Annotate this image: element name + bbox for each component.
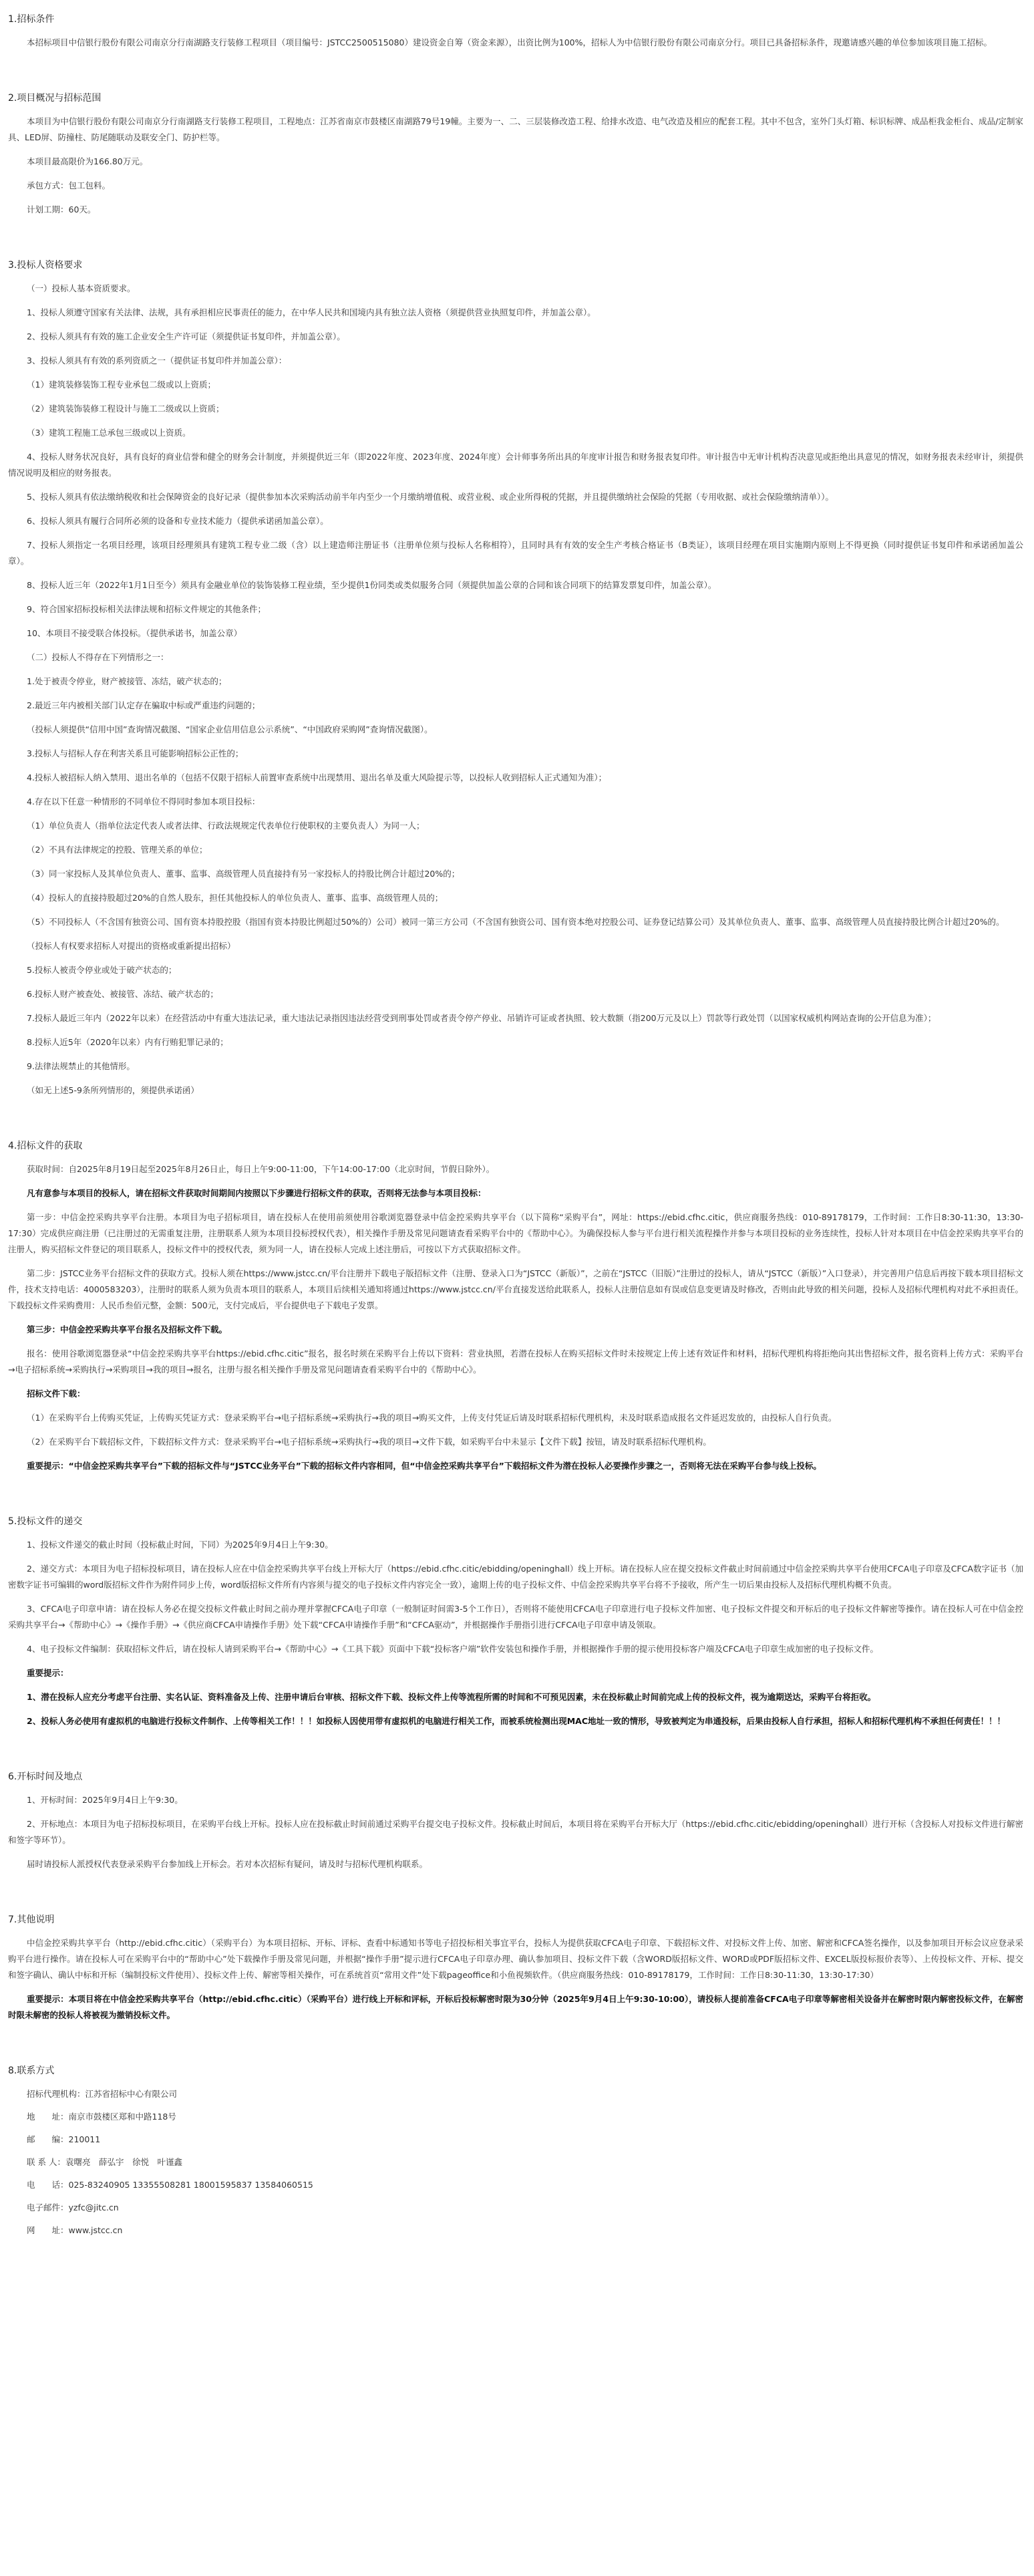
paragraph: 9、符合国家招标投标相关法律法规和招标文件规定的其他条件； <box>27 604 266 614</box>
paragraph: （5）不同投标人（不含国有独资公司、国有资本持股控股（指国有资本持股比例超过50%的）公司）被同一第三方公司（不含国有独资公司、国有资本绝对控股公司、证券登记结算公司）及其单位负责人、董事、监事、高级管理人员直接持股比例合计超过20%的。 <box>27 917 1005 927</box>
paragraph: 届时请投标人派授权代表登录采购平台参加线上开标会。若对本次招标有疑问，请及时与招标代理机构联系。 <box>27 1859 428 1869</box>
paragraph: 重要提示： <box>27 1668 69 1678</box>
paragraph: （1）单位负责人（指单位法定代表人或者法律、行政法规规定代表单位行使职权的主要负责人）为同一人； <box>27 821 425 831</box>
section-s4 <box>8 1139 1023 1474</box>
section-title: 8.联系方式 <box>8 2065 55 2076</box>
paragraph: 1.处于被责令停业，财产被接管、冻结，破产状态的； <box>27 676 227 686</box>
paragraph: 3、CFCA电子印章申请：请在投标人务必在提交投标文件截止时间之前办理并掌握CFCA电子印章（一般制证时间需3-5个工作日），否则将不能使用CFCA电子印章进行电子投标文件加密、电子投标文件提交和开标后的电子投标文件解密等操作。请在投标人可在中信金控采购共享平台→《帮助中心》→《操作手册》→《供应商CFCA申请操作手册》处下载“CFCA申请操作手册”和“CFCA驱动”，并根据操作手册指引进行CFCA电子印章申请及领取。 <box>8 1604 1023 1630</box>
paragraph: 1、潜在投标人应充分考虑平台注册、实名认证、资料准备及上传、注册申请后台审核、招标文件下载、投标文件上传等流程所需的时间和不可预见因素，未在投标截止时间前完成上传的投标文件，视为逾期送达，采购平台将拒收。 <box>27 1692 876 1702</box>
paragraph: 5.投标人被责令停业或处于破产状态的； <box>27 965 177 975</box>
paragraph: 承包方式：包工包料。 <box>27 180 111 190</box>
section-s3 <box>8 258 1023 1099</box>
paragraph: 获取时间：自2025年8月19日起至2025年8月26日止，每日上午9:00-11:00，下午14:00-17:00（北京时间，节假日除外）。 <box>27 1164 495 1174</box>
paragraph: 联 系 人：袁曙亮 薛弘宇 徐悦 叶谨鑫 <box>27 2157 182 2167</box>
paragraph: 招标代理机构：江苏省招标中心有限公司 <box>27 2089 178 2099</box>
section-s6 <box>8 1769 1023 1872</box>
paragraph: （二）投标人不得存在下列情形之一： <box>27 652 169 662</box>
paragraph: 2、投标人须具有有效的施工企业安全生产许可证（须提供证书复印件，并加盖公章）。 <box>27 331 345 341</box>
paragraph: 4、投标人财务状况良好，具有良好的商业信誉和健全的财务会计制度，并须提供近三年（即2022年度、2023年度、2024年度）会计师事务所出具的年度审计报告和财务报表复印件。审计报告中无审计机构否决意见或拒绝出具意见的情况，如财务报表未经审计，须提供情况说明及相应的财务报表。 <box>8 452 1023 478</box>
paragraph: （投标人有权要求招标人对提出的资格或重新提出招标） <box>27 941 236 951</box>
paragraph: 邮 编：210011 <box>27 2134 101 2144</box>
paragraph: 地 址：南京市鼓楼区郑和中路118号 <box>27 2112 176 2122</box>
paragraph: 招标文件下载： <box>27 1389 85 1399</box>
section-title: 6.开标时间及地点 <box>8 1771 83 1782</box>
paragraph: 4.投标人被招标人纳入禁用、退出名单的（包括不仅限于招标人前置审查系统中出现禁用、退出名单及重大风险提示等，以投标人收到招标人正式通知为准）； <box>27 772 607 782</box>
paragraph: 计划工期：60天。 <box>27 204 96 214</box>
paragraph: 6.投标人财产被查处、被接管、冻结、破产状态的； <box>27 989 218 999</box>
paragraph: 2.最近三年内被相关部门认定存在骗取中标或严重违约问题的； <box>27 700 261 710</box>
section-s5 <box>8 1514 1023 1729</box>
paragraph: （2）不具有法律规定的控股、管理关系的单位； <box>27 845 208 855</box>
section-title: 2.项目概况与招标范围 <box>8 93 102 104</box>
paragraph: 5、投标人须具有依法缴纳税收和社会保障资金的良好记录（提供参加本次采购活动前半年内至少一个月缴纳增值税、或营业税、或企业所得税的凭据，并且提供缴纳社会保险的凭据（专用收据、或社会保险缴纳清单））。 <box>27 492 834 502</box>
paragraph: 6、投标人须具有履行合同所必须的设备和专业技术能力（提供承诺函加盖公章）。 <box>27 516 329 526</box>
paragraph: 本项目最高限价为166.80万元。 <box>27 156 148 166</box>
paragraph: 7、投标人须指定一名项目经理，该项目经理须具有建筑工程专业二级（含）以上建造师注册证书（注册单位须与投标人名称相符），且同时具有有效的安全生产考核合格证书（B类证），该项目经理在项目实施期内原则上不得更换（同时提供证书复印件和承诺函加盖公章）。 <box>8 540 1023 566</box>
section-s1 <box>8 12 1023 51</box>
paragraph: 2、投标人务必使用有虚拟机的电脑进行投标文件制作、上传等相关工作！！！如投标人因使用带有虚拟机的电脑进行相关工作，而被系统检测出现MAC地址一致的情形，导致被判定为串通投标，后果由投标人自行承担，招标人和招标代理机构不承担任何责任！！！ <box>27 1716 1005 1726</box>
section-title: 1.招标条件 <box>8 14 55 25</box>
section-title: 4.招标文件的获取 <box>8 1141 83 1151</box>
paragraph: 第一步：中信金控采购共享平台注册。本项目为电子招标项目，请在投标人在使用前须使用谷歌浏览器登录中信金控采购共享平台（以下简称“采购平台”，网址：https://ebid.cfhc.citic，供应商服务热线：010-89178179，工作时间：工作日8:30-11:30，13:30-17:30）完成供应商注册（已注册过的无需重复注册，注册联系人须为本项目投标授权代表），相关操作手册及常见问题请查看采购平台中的《帮助中心》。为确保投标人参与平台进行相关流程操作并参与本项目投标的业务连续性，投标人针对本项目在中信金控采购共享平台的注册人，购买招标文件登记的项目联系人，投标文件中的授权代表，须为同一人，请在投标人完成上述注册后，可按以下方式获取招标文件。 <box>8 1212 1023 1254</box>
paragraph: 第二步：JSTCC业务平台招标文件的获取方式。投标人须在https://www.jstcc.cn/平台注册并下载电子版招标文件（注册、登录入口为“JSTCC（新版）”，之前在“JSTCC（旧版）”注册过的投标人，请从“JSTCC（新版）”入口登录），并完善用户信息后再按下载本项目招标文件，技术支持电话：4000583203），注册时的联系人须为负责本项目的联系人，本项目后续相关通知将通过https://www.jstcc.cn/平台直接发送给此联系人，投标人注册信息如有误或信息变更请及时修改，否则由此导致的相关问题，投标人及招标代理机构对此不承担责任。下载投标文件采购费用：人民币叁佰元整，金额：500元，支付完成后，平台提供电子下载电子发票。 <box>8 1268 1023 1310</box>
paragraph: 8.投标人近5年（2020年以来）内有行贿犯罪记录的； <box>27 1037 228 1047</box>
paragraph: 1、投标文件递交的截止时间（投标截止时间，下同）为2025年9月4日上午9:30。 <box>27 1540 333 1550</box>
section-s8 <box>8 2063 1023 2239</box>
paragraph: 1、开标时间：2025年9月4日上午9:30。 <box>27 1795 183 1805</box>
paragraph: （3）同一家投标人及其单位负责人、董事、监事、高级管理人员直接持有另一家投标人的持股比例合计超过20%的； <box>27 869 460 879</box>
paragraph: 1、投标人须遵守国家有关法律、法规，具有承担相应民事责任的能力，在中华人民共和国境内具有独立法人资格（须提供营业执照复印件，并加盖公章）。 <box>27 307 596 317</box>
paragraph: 电 话：025-83240905 13355508281 18001595837 13584060515 <box>27 2180 313 2190</box>
section-s7 <box>8 1912 1023 2023</box>
section-title: 7.其他说明 <box>8 1914 55 1925</box>
paragraph: （一）投标人基本资质要求。 <box>27 283 136 293</box>
paragraph: 4.存在以下任意一种情形的不同单位不得同时参加本项目投标： <box>27 797 261 807</box>
paragraph: 本招标项目中信银行股份有限公司南京分行南湖路支行装修工程项目（项目编号：JSTCC2500515080）建设资金自筹（资金来源），出资比例为100%，招标人为中信银行股份有限公司南京分行。项目已具备招标条件，现邀请感兴趣的单位参加该项目施工招标。 <box>27 37 992 47</box>
paragraph: （投标人须提供“信用中国”查询情况截图、“国家企业信用信息公示系统”、“中国政府采购网”查询情况截图）。 <box>27 724 433 734</box>
paragraph: 电子邮件：yzfc@jitc.cn <box>27 2202 119 2212</box>
paragraph: 4、电子投标文件编制：获取招标文件后，请在投标人请到采购平台→《帮助中心》→《工具下载》页面中下载“投标客户端”软件安装包和操作手册，并根据操作手册的提示使用投标客户端及CFCA电子印章生成加密的电子投标文件。 <box>27 1644 879 1654</box>
paragraph: （3）建筑工程施工总承包三级或以上资质。 <box>27 428 191 438</box>
paragraph: 10、本项目不接受联合体投标。（提供承诺书，加盖公章） <box>27 628 242 638</box>
paragraph: 网 址：www.jstcc.cn <box>27 2225 123 2235</box>
paragraph: 7.投标人最近三年内（2022年以来）在经营活动中有重大违法记录，重大违法记录指因违法经营受到刑事处罚或者责令停产停业、吊销许可证或者执照、较大数额（指200万元及以上）罚款等行政处罚（以国家权威机构网站查询的公开信息为准）； <box>27 1013 936 1023</box>
paragraph: （4）投标人的直接持股超过20%的自然人股东，担任其他投标人的单位负责人、董事、监事、高级管理人员的； <box>27 893 444 903</box>
paragraph: （1）在采购平台上传购买凭证，上传购买凭证方式：登录采购平台→电子招标系统→采购执行→我的项目→购买文件，上传支付凭证后请及时联系招标代理机构，未及时联系造成报名文件延迟发放的，由投标人自行负责。 <box>27 1413 837 1423</box>
paragraph: 重要提示：本项目将在中信金控采购共享平台（http://ebid.cfhc.citic）（采购平台）进行线上开标和评标，开标后投标解密时限为30分钟（2025年9月4日上午9:30-10:00），请投标人提前准备CFCA电子印章等解密相关设备并在解密时限内解密投标文件，在解密时限未解密的投标人将被视为撤销投标文件。 <box>8 1994 1023 2020</box>
paragraph: 中信金控采购共享平台（http://ebid.cfhc.citic）（采购平台）为本项目招标、开标、评标、查看中标通知书等电子招投标相关事宜平台，投标人为提供获取CFCA电子印章、下载招标文件、对投标文件上传、加密、解密和CFCA签名操作，以及参加项目开标会议应登录采购平台进行操作。请在投标人可在采购平台中的“帮助中心”处下载操作手册及常见问题，并根据“操作手册”提示进行CFCA电子印章办理、确认参加项目、投标文件下载（含WORD版招标文件、WORD或PDF版招标文件、EXCEL版投标报价表等）、上传投标文件、开标、提交和签字确认、确认中标和开标（编制投标文件使用）、投标文件上传、解密等相关操作，可在系统首页“常用文件”处下载pageoffice和小鱼视频软件。（供应商服务热线：010-89178179，工作时间：工作日8:30-11:30，13:30-17:30） <box>8 1938 1023 1980</box>
document <box>8 12 1023 2277</box>
section-title: 5.投标文件的递交 <box>8 1516 83 1527</box>
paragraph: （2）在采购平台下载招标文件，下载招标文件方式：登录采购平台→电子招标系统→采购执行→我的项目→文件下载，如采购平台中未显示【文件下载】按钮，请及时联系招标代理机构。 <box>27 1437 711 1447</box>
paragraph: （1）建筑装修装饰工程专业承包二级或以上资质； <box>27 380 216 390</box>
paragraph: 重要提示：“中信金控采购共享平台”下载的招标文件与“JSTCC业务平台”下载的招标文件内容相同，但“中信金控采购共享平台”下载招标文件为潜在投标人必要操作步骤之一，否则将无法在采购平台参与线上投标。 <box>27 1461 822 1471</box>
paragraph: 9.法律法规禁止的其他情形。 <box>27 1061 135 1071</box>
section-title: 3.投标人资格要求 <box>8 260 83 271</box>
paragraph: 凡有意参与本项目的投标人，请在招标文件获取时间期间内按照以下步骤进行招标文件的获取，否则将无法参与本项目投标： <box>27 1188 486 1198</box>
paragraph: 3.投标人与招标人存在利害关系且可能影响招标公正性的； <box>27 748 244 758</box>
paragraph: 报名：使用谷歌浏览器登录“中信金控采购共享平台https://ebid.cfhc.citic”报名，报名时须在采购平台上传以下资料：营业执照，若潜在投标人在购买招标文件时未按规定上传上述有效证件和材料，招标代理机构将拒绝向其出售招标文件，报名资料上传方式：采购平台→电子招标系统→采购执行→采购项目→我的项目→报名，注册与报名相关操作手册及常见问题请查看采购平台中的《帮助中心》。 <box>8 1348 1023 1375</box>
paragraph: 2、开标地点：本项目为电子招标投标项目，在采购平台线上开标。投标人应在投标截止时间前通过采购平台提交电子投标文件。投标截止时间后，本项目将在采购平台开标大厅（https://ebid.cfhc.citic/ebidding/openinghall）进行开标（含投标人对投标文件进行解密和签字等环节）。 <box>8 1819 1023 1845</box>
paragraph: 8、投标人近三年（2022年1月1日至今）须具有金融业单位的装饰装修工程业绩，至少提供1份同类或类似服务合同（须提供加盖公章的合同和该合同项下的结算发票复印件，加盖公章）。 <box>27 580 717 590</box>
paragraph: （如无上述5-9条所列情形的，须提供承诺函） <box>27 1085 199 1095</box>
paragraph: 3、投标人须具有有效的系列资质之一（提供证书复印件并加盖公章）： <box>27 355 287 366</box>
paragraph: 第三步：中信金控采购共享平台报名及招标文件下载。 <box>27 1324 228 1334</box>
paragraph: （2）建筑装饰装修工程设计与施工二级或以上资质； <box>27 404 224 414</box>
section-s2 <box>8 91 1023 218</box>
paragraph: 2、递交方式：本项目为电子招标投标项目，请在投标人应在中信金控采购共享平台线上开标大厅（https://ebid.cfhc.citic/ebidding/openinghall）线上开标。请在投标人应在提交投标文件截止时间前通过中信金控采购共享平台使用CFCA电子印章及CFCA数字证书（加密数字证书可编辑的word版招标文件作为附件同步上传，word版招标文件所有内容须与提交的电子投标文件内容完全一致），逾期上传的电子投标文件、中信金控采购共享平台将不予接收，所产生一切后果由投标人及招标代理机构概不负责。 <box>8 1564 1023 1590</box>
paragraph: 本项目为中信银行股份有限公司南京分行南湖路支行装修工程项目，工程地点：江苏省南京市鼓楼区南湖路79号19幢。主要为一、二、三层装修改造工程、给排水改造、电气改造及相应的配套工程。其中不包含，室外门头灯箱、标识标牌、成品柜我金柜台、成品/定制家具、LED屏、防撞柱、防尾随联动及联安全门、防护栏等。 <box>8 116 1023 142</box>
